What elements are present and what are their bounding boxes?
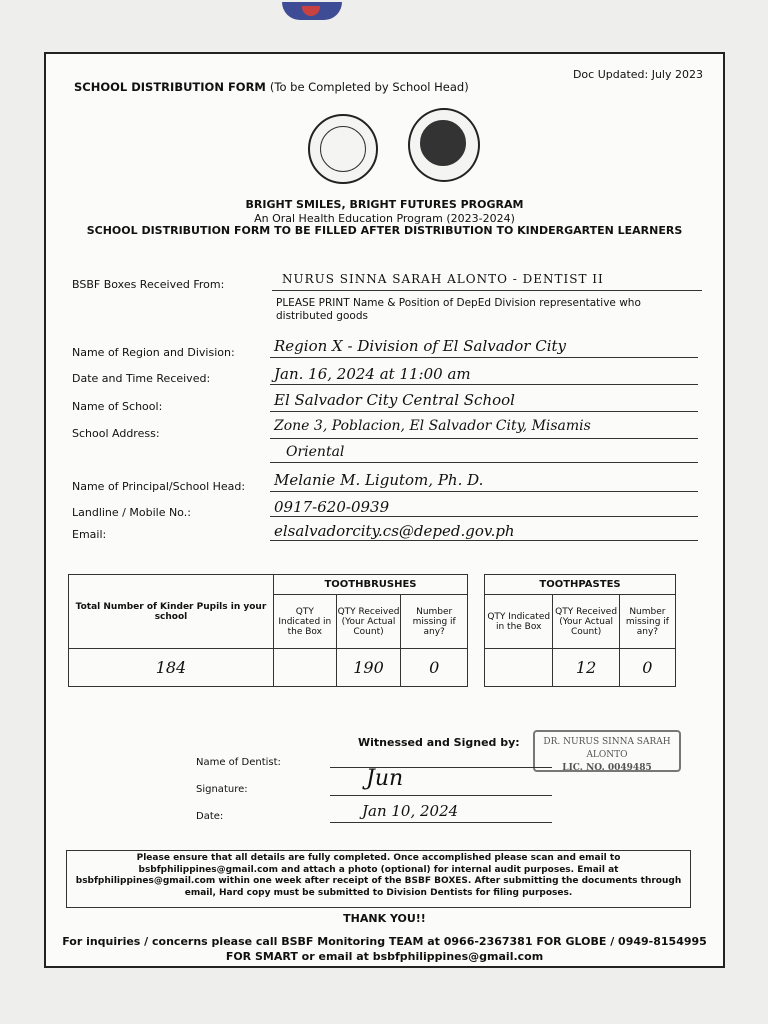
toothpastes-header: TOOTHPASTES (485, 575, 676, 595)
signature-label: Signature: (196, 784, 248, 795)
sign-date-label: Date: (196, 811, 224, 822)
form-title-main: SCHOOL DISTRIBUTION FORM (74, 80, 266, 94)
email-label: Email: (72, 528, 107, 541)
school-address-value-1: Zone 3, Poblacion, El Salvador City, Misamis (274, 418, 591, 434)
school-address-label: School Address: (72, 427, 160, 440)
inquiries-text: For inquiries / concerns please call BSBF Monitoring TEAM at 0966-2367381 FOR GLOBE / 0949-8154995 FOR SMART or email at bsbfphilippines@gmail.com (62, 935, 707, 963)
program-title: BRIGHT SMILES, BRIGHT FUTURES PROGRAM (245, 198, 524, 211)
tb-qty-received-value: 190 (336, 649, 401, 687)
toothbrush-table (68, 574, 468, 687)
tp-missing-header: Number missing if any? (619, 595, 675, 649)
school-address-value-2: Oriental (286, 444, 345, 460)
date-received-value: Jan. 16, 2024 at 11:00 am (274, 365, 471, 383)
received-from-note: PLEASE PRINT Name & Position of DepEd Division representative who distributed goods (276, 297, 641, 322)
phone-value: 0917-620-0939 (274, 498, 390, 516)
signature-value: Jun (366, 766, 404, 791)
tb-missing-header: Number missing if any? (401, 595, 468, 649)
principal-value: Melanie M. Ligutom, Ph. D. (274, 471, 484, 489)
program-form-name: SCHOOL DISTRIBUTION FORM TO BE FILLED AFTER DISTRIBUTION TO KINDERGARTEN LEARNERS (86, 224, 683, 237)
region-value: Region X - Division of El Salvador City (274, 337, 567, 355)
school-name-value: El Salvador City Central School (274, 391, 515, 409)
distribution-form (44, 52, 725, 968)
header-emblem (282, 2, 342, 20)
pupils-header: Total Number of Kinder Pupils in your school (69, 575, 274, 649)
tp-qty-indicated-value (485, 649, 553, 687)
tb-qty-indicated-value (273, 649, 336, 687)
sign-date-value: Jan 10, 2024 (362, 802, 459, 820)
tb-qty-indicated-header: QTY Indicated in the Box (273, 595, 336, 649)
thank-you: THANK YOU!! (343, 912, 426, 925)
tp-qty-received-value: 12 (553, 649, 619, 687)
submission-notice: Please ensure that all details are fully completed. Once accomplished please scan and email to bsbfphilippines@gmail.com and attach a photo (optional) for internal audit purposes. Email at bsbfphilippines@gmail.com within one week after receipt of the BSBF BOXES. After submitting the documents through email, Hard copy must be submitted to Division Dentists for filing purposes. (66, 850, 691, 908)
school-name-label: Name of School: (72, 400, 163, 413)
bsbf-logo (408, 108, 480, 182)
form-title (74, 80, 469, 94)
dentist-stamp (533, 730, 681, 772)
toothbrushes-header: TOOTHBRUSHES (273, 575, 467, 595)
tp-qty-indicated-header: QTY Indicated in the Box (485, 595, 553, 649)
tp-missing-value: 0 (619, 649, 675, 687)
stamp-name: DR. NURUS SINNA SARAH ALONTO (543, 737, 671, 760)
received-from-value: NURUS SINNA SARAH ALONTO - DENTIST II (282, 272, 604, 286)
program-subtitle: An Oral Health Education Program (2023-2024) (254, 212, 515, 225)
form-title-sub: (To be Completed by School Head) (269, 80, 469, 94)
witnessed-label: Witnessed and Signed by: (358, 736, 520, 749)
pupils-value: 184 (69, 649, 274, 687)
phone-label: Landline / Mobile No.: (72, 506, 191, 519)
dentist-label: Name of Dentist: (196, 757, 281, 768)
date-received-label: Date and Time Received: (72, 372, 211, 385)
region-label: Name of Region and Division: (72, 346, 235, 359)
tb-missing-value: 0 (401, 649, 468, 687)
tp-qty-received-header: QTY Received (Your Actual Count) (553, 595, 619, 649)
deped-seal (308, 114, 378, 184)
received-from-label: BSBF Boxes Received From: (72, 278, 225, 291)
tb-qty-received-header: QTY Received (Your Actual Count) (336, 595, 401, 649)
email-value: elsalvadorcity.cs@deped.gov.ph (274, 522, 515, 540)
toothpaste-table (484, 574, 676, 687)
principal-label: Name of Principal/School Head: (72, 480, 246, 493)
stamp-license: LIC. NO. 0049485 (562, 763, 652, 773)
doc-updated: Doc Updated: July 2023 (572, 68, 703, 81)
